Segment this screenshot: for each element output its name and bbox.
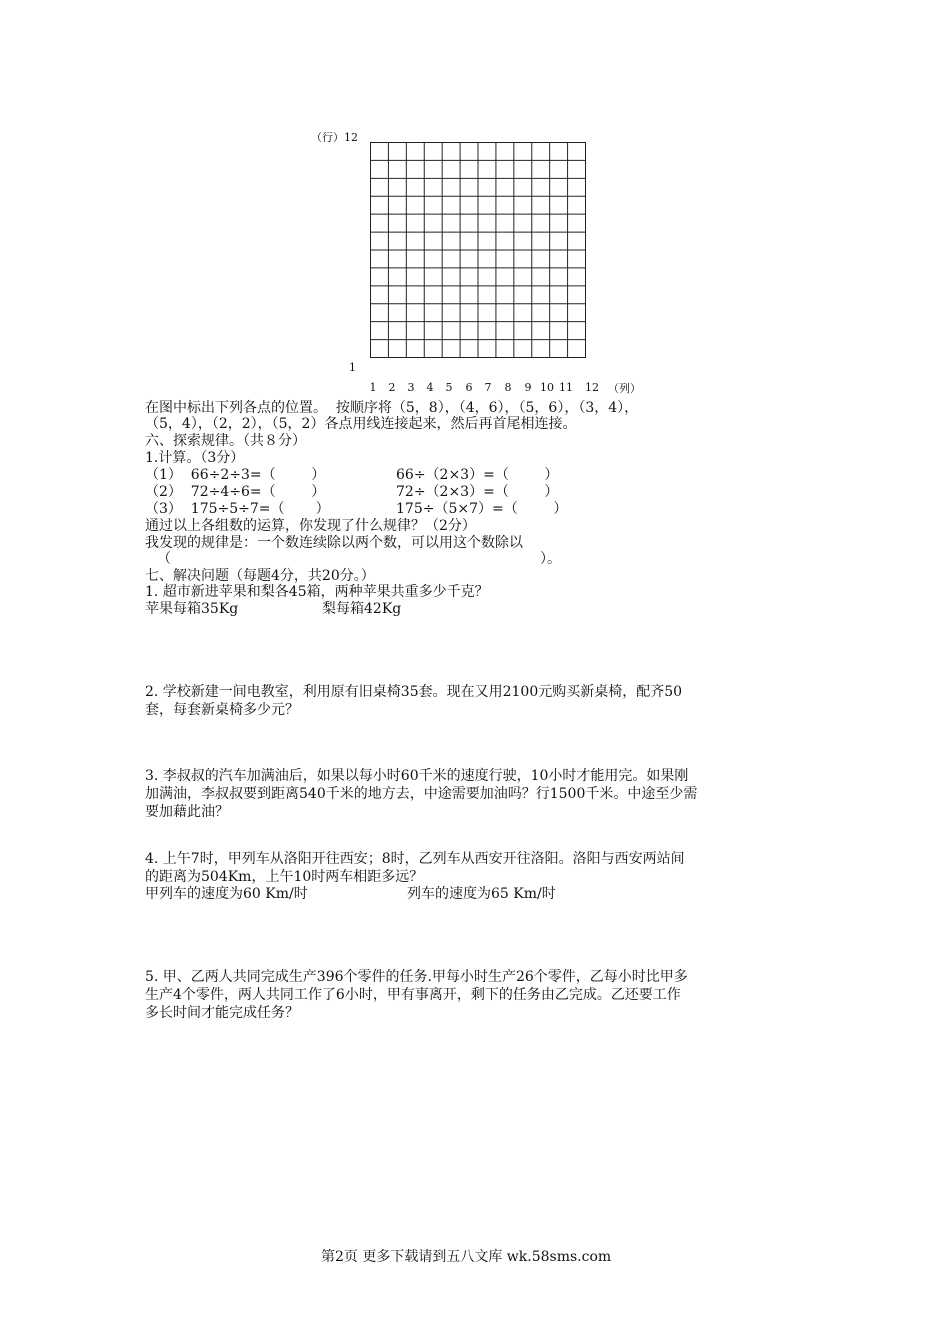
q3-line3: 要加藉此油？ — [145, 804, 229, 820]
calc-row-3-right: 175÷（5×7）=（ ） — [396, 501, 568, 517]
col-tick-label: 8 — [504, 381, 512, 394]
q5-line1: 5. 甲、乙两人共同完成生产396个零件的任务.甲每小时生产26个零件，乙每小时比甲多 — [145, 969, 688, 985]
section6-question: 通过以上各组数的运算，你发现了什么规律？（2分） — [145, 518, 476, 534]
col-tick-label: 3 — [407, 381, 415, 394]
calc-row-2-right: 72÷（2×3）=（ ） — [396, 484, 559, 500]
q2-line1: 2. 学校新建一间电教室，利用原有旧桌椅35套。现在又用2100元购买新桌椅，配齐50 — [145, 684, 683, 700]
section6-answer-line1: 我发现的规律是：一个数连续除以两个数，可以用这个数除以 — [145, 535, 523, 551]
section6-answer-close-paren: ）。 — [540, 551, 561, 567]
q3-line1: 3. 李叔叔的汽车加满油后，如果以每小时60千米的速度行驶，10小时才能用完。如果刚 — [145, 768, 689, 784]
col-tick-label: 7 — [484, 381, 492, 394]
col-tick-label: 12 — [585, 381, 599, 394]
col-tick-label: 10 — [540, 381, 554, 394]
q3-line2: 加满油，李叔叔要到距离540千米的地方去，中途需要加油吗？行1500千米。中途至少需 — [145, 786, 698, 802]
row-bottom-label: 1 — [349, 361, 356, 374]
section7-title: 七、解决问题（每题4分，共20分。） — [145, 568, 375, 584]
grid-task-line1: 在图中标出下列各点的位置。 按顺序将（5，8），（4，6），（5，6），（3，4）， — [145, 400, 639, 416]
section6-answer-open-paren: （ — [157, 551, 171, 567]
section6-sub1: 1.计算。（3分） — [145, 450, 245, 466]
row-axis-label: （行）12 — [311, 131, 358, 144]
q2-line2: 套，每套新桌椅多少元？ — [145, 702, 299, 718]
q4-speed-b: 列车的速度为65 Km/时 — [407, 886, 556, 902]
q5-line3: 多长时间才能完成任务？ — [145, 1005, 299, 1021]
col-tick-label: 9 — [524, 381, 532, 394]
calc-row-2-left: （2） 72÷4÷6=（ ） — [145, 484, 326, 500]
col-tick-label: 1 — [369, 381, 377, 394]
q5-line2: 生产4个零件，两人共同工作了6小时，甲有事离开，剩下的任务由乙完成。乙还要工作 — [145, 987, 681, 1003]
calc-row-3-left: （3） 175÷5÷7=（ ） — [145, 501, 330, 517]
section6-title: 六、探索规律。（共８分） — [145, 433, 306, 449]
calc-row-1-right: 66÷（2×3）=（ ） — [396, 467, 559, 483]
grid-task-line2: （5，4），（2，2），（5，2）各点用线连接起来，然后再首尾相连接。 — [145, 416, 577, 432]
grid-lines — [370, 142, 586, 358]
q4-speed-a: 甲列车的速度为60 Km/时 — [145, 886, 308, 902]
col-tick-label: 4 — [426, 381, 434, 394]
col-tick-label: 2 — [388, 381, 396, 394]
q4-line1: 4. 上午7时，甲列车从洛阳开往西安；8时，乙列车从西安开往洛阳。洛阳与西安两站间 — [145, 851, 685, 867]
page-footer: 第2页 更多下载请到五八文库 wk.58sms.com — [321, 1249, 612, 1265]
col-axis-label: （列） — [608, 382, 641, 395]
calc-row-1-left: （1） 66÷2÷3=（ ） — [145, 467, 326, 483]
col-tick-label: 11 — [559, 381, 573, 394]
coordinate-grid[interactable] — [370, 142, 586, 358]
q1-pear-weight: 梨每箱42Kg — [322, 601, 402, 617]
q4-line2: 的距离为504Km，上午10时两车相距多远？ — [145, 869, 424, 885]
q1-apple-weight: 苹果每箱35Kg — [145, 601, 239, 617]
col-tick-label: 5 — [445, 381, 453, 394]
col-tick-label: 6 — [465, 381, 473, 394]
q1-line1: 1. 超市新进苹果和梨各45箱，两种苹果共重多少千克？ — [145, 584, 489, 600]
